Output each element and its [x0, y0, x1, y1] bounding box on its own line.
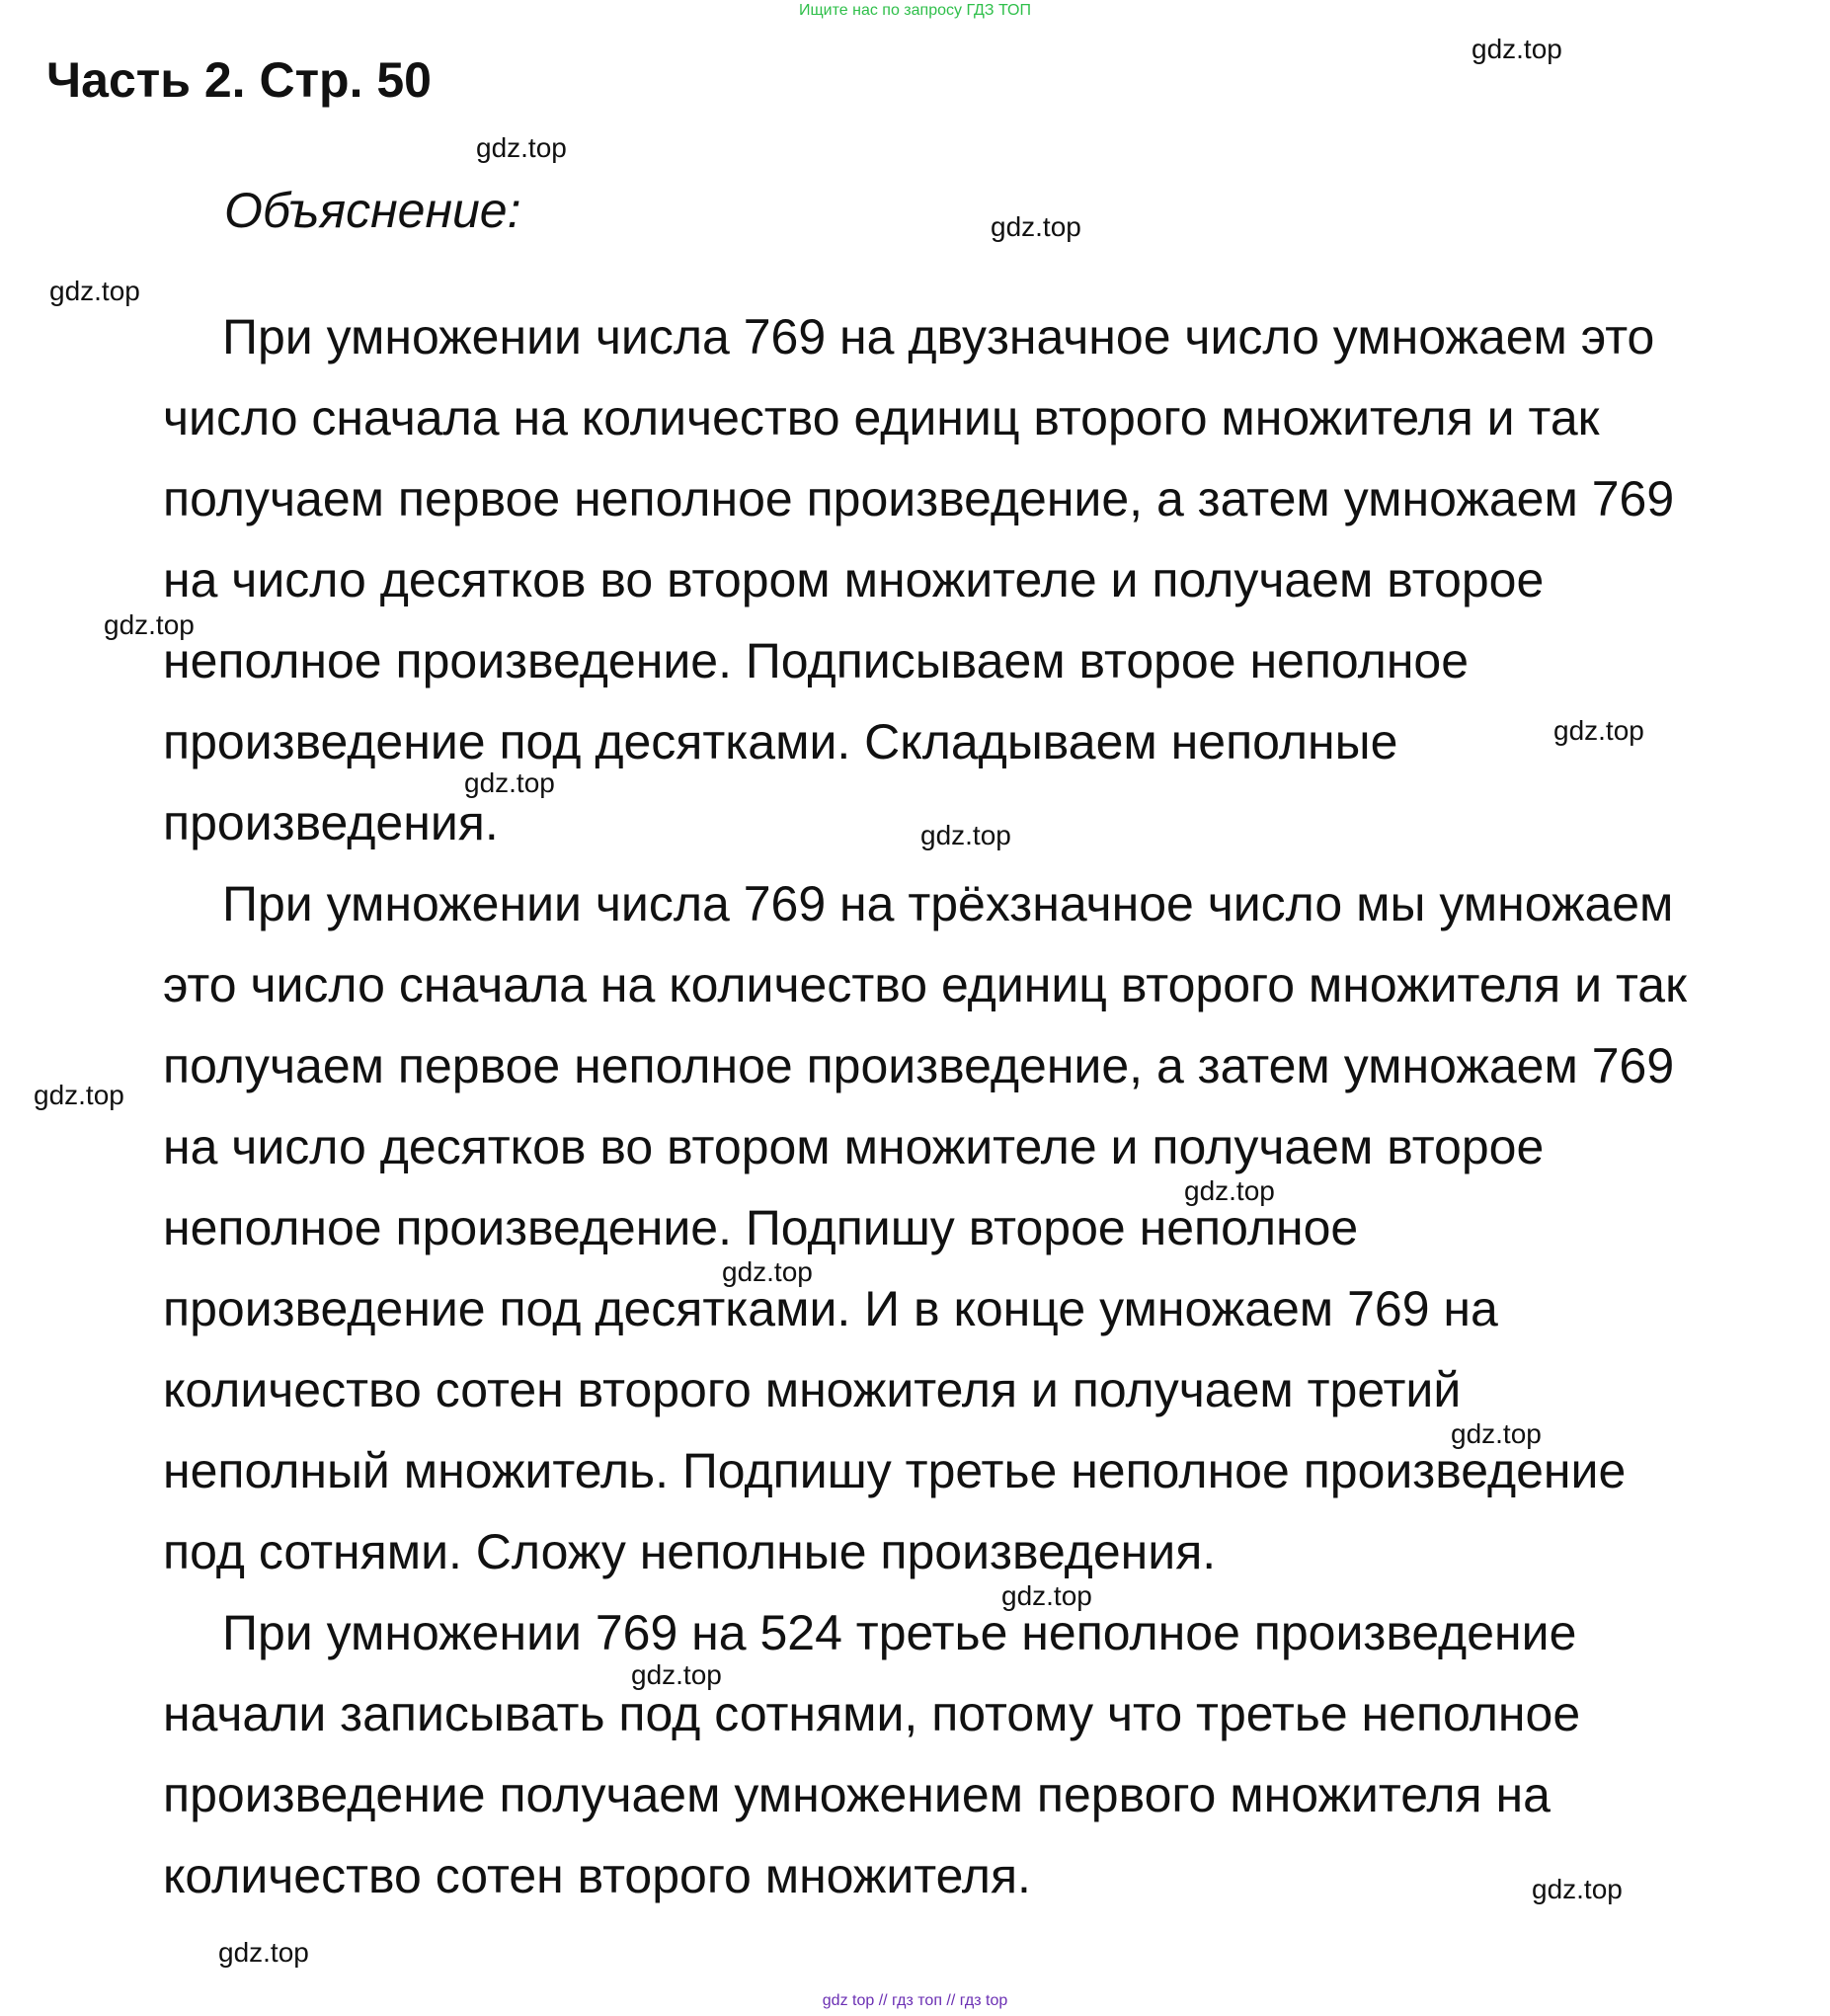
text-line: произведение получаем умножением первого множителя на	[163, 1767, 1551, 1822]
watermark: gdz.top	[1472, 34, 1562, 64]
text-line: число сначала на количество единиц второго множителя и так	[163, 390, 1600, 445]
text-line: неполное произведение. Подпишу второе неполное	[163, 1200, 1359, 1255]
watermark: gdz.top	[34, 1080, 124, 1110]
text-line: При умножении числа 769 на двузначное число умножаем это	[222, 309, 1655, 364]
section-label: Объяснение:	[224, 183, 521, 238]
watermark: gdz.top	[920, 820, 1011, 850]
watermark: gdz.top	[1184, 1175, 1275, 1206]
top-banner: Ищите нас по запросу ГДЗ ТОП	[799, 2, 1031, 19]
watermark: gdz.top	[104, 609, 195, 640]
text-line: произведение под десятками. И в конце умножаем 769 на	[163, 1281, 1498, 1336]
explanation-text	[163, 296, 1822, 1916]
text-line: на число десятков во втором множителе и получаем второе	[163, 552, 1545, 607]
watermark: gdz.top	[991, 211, 1081, 242]
watermark: gdz.top	[464, 767, 555, 798]
text-line: неполный множитель. Подпишу третье неполное произведение	[163, 1443, 1627, 1498]
watermark: gdz.top	[722, 1256, 813, 1287]
watermark: gdz.top	[49, 276, 140, 306]
watermark: gdz.top	[1451, 1418, 1542, 1449]
text-line: При умножении 769 на 524 третье неполное произведение	[222, 1605, 1577, 1660]
text-line: неполное произведение. Подписываем второе неполное	[163, 633, 1470, 688]
watermark: gdz.top	[631, 1659, 722, 1690]
text-line: получаем первое неполное произведение, а затем умножаем 769	[163, 1038, 1675, 1093]
text-line: количество сотен второго множителя и получаем третий	[163, 1362, 1462, 1417]
text-line: произведения.	[163, 795, 499, 850]
footer-text: gdz top // гдз топ // гдз top	[822, 1992, 1008, 2009]
watermark: gdz.top	[1001, 1580, 1092, 1611]
watermark: gdz.top	[1553, 715, 1644, 746]
text-line: начали записывать под сотнями, потому что третье неполное	[163, 1686, 1581, 1741]
watermark: gdz.top	[476, 132, 567, 163]
text-line: При умножении числа 769 на трёхзначное число мы умножаем	[222, 876, 1674, 931]
text-line: на число десятков во втором множителе и получаем второе	[163, 1119, 1545, 1174]
text-line: под сотнями. Сложу неполные произведения.	[163, 1524, 1217, 1579]
text-line: это число сначала на количество единиц второго множителя и так	[163, 957, 1687, 1012]
text-line: получаем первое неполное произведение, а затем умножаем 769	[163, 471, 1675, 526]
page-title: Часть 2. Стр. 50	[46, 52, 432, 108]
text-line: произведение под десятками. Складываем неполные	[163, 714, 1398, 769]
watermark: gdz.top	[218, 1937, 309, 1968]
watermark: gdz.top	[1532, 1874, 1623, 1904]
text-line: количество сотен второго множителя.	[163, 1848, 1031, 1903]
